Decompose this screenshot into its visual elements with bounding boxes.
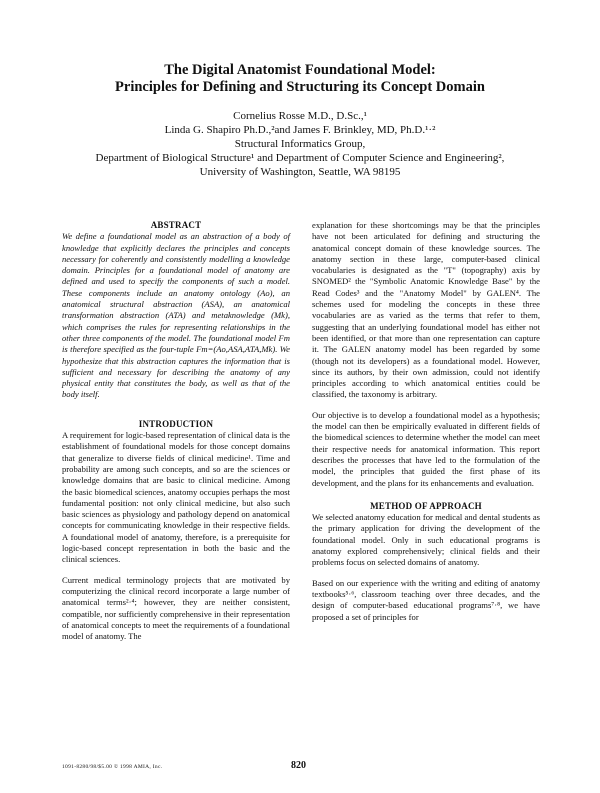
paper-title-line-1: The Digital Anatomist Foundational Model: — [164, 62, 436, 78]
left-column — [62, 220, 290, 642]
method-paragraph-2: Based on our experience with the writing and editing of anatomy textbooks⁵·⁶, classroom teaching over three decades, and the design of computer-based educational programs⁷·⁸, we have proposed a set of principles for — [312, 577, 540, 622]
right-column — [312, 220, 540, 623]
author-line-1: Cornelius Rosse M.D., D.Sc.,¹ — [233, 110, 367, 122]
abstract-text: We define a foundational model as an abstraction of a body of knowledge that explicitly declares the principles and concepts necessary for coherently and consistently modelling a knowledge domain. Principles for a foundational model of anatomy are defined and used to specify the components of such a model. These components include an anatomy ontology (Ao), an anatomical structural abstraction (ASA), an anatomical transformation abstraction (ATA) and metaknowledge (Mk), which comprises the rules for representing relationships in the other three components of the model. The foundational model Fm is therefore specified as the four-tuple Fm=(Ao,ASA,ATA,Mk). We hypothesize that this abstraction captures the information that is sufficient and necessary for describing the anatomy of any physical entity that constitutes the body, as well as that of the body itself. — [62, 231, 290, 400]
introduction-paragraph-3: explanation for these shortcomings may be that the principles have not been articulated for defining and structuring the anatomical concept domain of these knowledge sources. The anatomy section in these large, computer-based clinical vocabularies is designated as the "T" (topography) axis by SNOMED² the "Symbolic Anatomic Knowledge Base" by the Read Codes³ and the "Anatomy Model" by GALEN⁴. The schemes used for modeling the concepts in these three vocabularies are as varied as the terms that refer to them, suggesting that an underlying foundational model has either not been identified, or that more than one representation can capture it. The GALEN anatomy model has been regarded by some (though not its developers) as a foundational model. However, since its authors, by their own admission, could not identify principles according to which anatomical entities could be classified, the taxonomy is arbitrary. — [312, 220, 540, 400]
abstract-heading: ABSTRACT — [150, 220, 202, 230]
method-paragraph-1: We selected anatomy education for medical and dental students as the primary application for driving the development of the foundational model. Only in such educational programs is anatomy explored comprehensively; clinical fields and their problems focus on selected domains of anatomy. — [312, 512, 540, 568]
affiliation-departments: Department of Biological Structure¹ and Department of Computer Science and Engineering², — [95, 152, 505, 164]
copyright-notice: 1091-8280/98/$5.00 © 1998 AMIA, Inc. — [62, 764, 163, 770]
introduction-heading: INTRODUCTION — [138, 418, 214, 429]
affiliation-group: Structural Informatics Group, — [234, 138, 366, 150]
introduction-paragraph-4: Our objective is to develop a foundational model as a hypothesis; the model can then be empirically evaluated in different fields of the biomedical sciences to determine whether the model can meet their respective needs for anatomical information. This report describes the processes that have led to the formulation of the model, the principles that guided the first phase of its development, and the plans for its enhancements and evaluation. — [312, 409, 540, 488]
affiliation-university: University of Washington, Seattle, WA 98195 — [199, 166, 401, 178]
author-line-2: Linda G. Shapiro Ph.D.,²and James F. Brinkley, MD, Ph.D.¹·² — [164, 124, 436, 136]
introduction-paragraph-1: A requirement for logic-based representation of clinical data is the establishment of foundational models for those concept domains that generalize to diverse fields of clinical medicine¹. Time and probability are among such concepts, and so are the sciences or knowledge domains that are basic to clinical medicine. Among the basic biomedical sciences, anatomy occupies perhaps the most fundamental position: not only clinical medicine, but also such basic sciences as physiology and pathology depend on anatomical concepts for communicating knowledge in their respective fields. A foundational model of anatomy, therefore, is a prerequisite for logic-based concept representation in both the basic and the clinical sciences. — [62, 430, 290, 565]
introduction-paragraph-2: Current medical terminology projects that are motivated by computerizing the clinical record incorporate a large number of anatomical terms²·⁴; however, they are neither consistent, compatible, nor sufficiently comprehensive in their representation of anatomical concepts to meet the requirements of a foundational model of anatomy. The — [62, 574, 290, 642]
page-number: 820 — [291, 760, 306, 771]
paper-title-line-2: Principles for Defining and Structuring its Concept Domain — [115, 79, 485, 95]
method-heading: METHOD OF APPROACH — [370, 500, 482, 511]
